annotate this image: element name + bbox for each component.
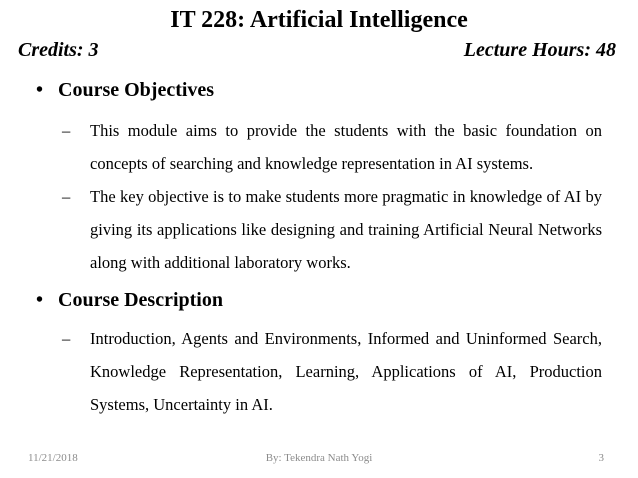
- list-item-text: Introduction, Agents and Environments, Informed and Uninformed Search, Knowledge Representation, Learning, Applications of AI, Production Systems, Uncertainty in AI.: [90, 329, 602, 414]
- section-heading-label: Course Description: [58, 289, 223, 311]
- dash-icon: –: [62, 187, 71, 206]
- section-heading-label: Course Objectives: [58, 79, 215, 101]
- footer-author: By: Tekendra Nath Yogi: [265, 452, 373, 464]
- list-item-objective-1: [62, 114, 602, 180]
- footer-date: 11/21/2018: [28, 452, 78, 464]
- footer-page-number: 3: [598, 452, 604, 464]
- list-item-objective-2: [62, 180, 602, 279]
- lecture-hours-label: Lecture Hours: 48: [463, 39, 616, 61]
- list-item-text: The key objective is to make students more pragmatic in knowledge of AI by giving its applications like designing and training Artificial Neural Networks along with additional laboratory works.: [90, 187, 602, 272]
- dash-icon: –: [62, 329, 71, 348]
- bullet-icon: •: [36, 289, 44, 311]
- list-item-text: This module aims to provide the students with the basic foundation on concepts of searching and knowledge representation in AI systems.: [90, 121, 602, 173]
- section-heading-description: [36, 288, 223, 312]
- dash-icon: –: [62, 121, 71, 140]
- slide-title: IT 228: Artificial Intelligence: [170, 7, 468, 33]
- credits-label: Credits: 3: [18, 39, 99, 61]
- list-item-description-1: [62, 322, 602, 421]
- bullet-icon: •: [36, 79, 44, 101]
- section-heading-objectives: [36, 78, 214, 102]
